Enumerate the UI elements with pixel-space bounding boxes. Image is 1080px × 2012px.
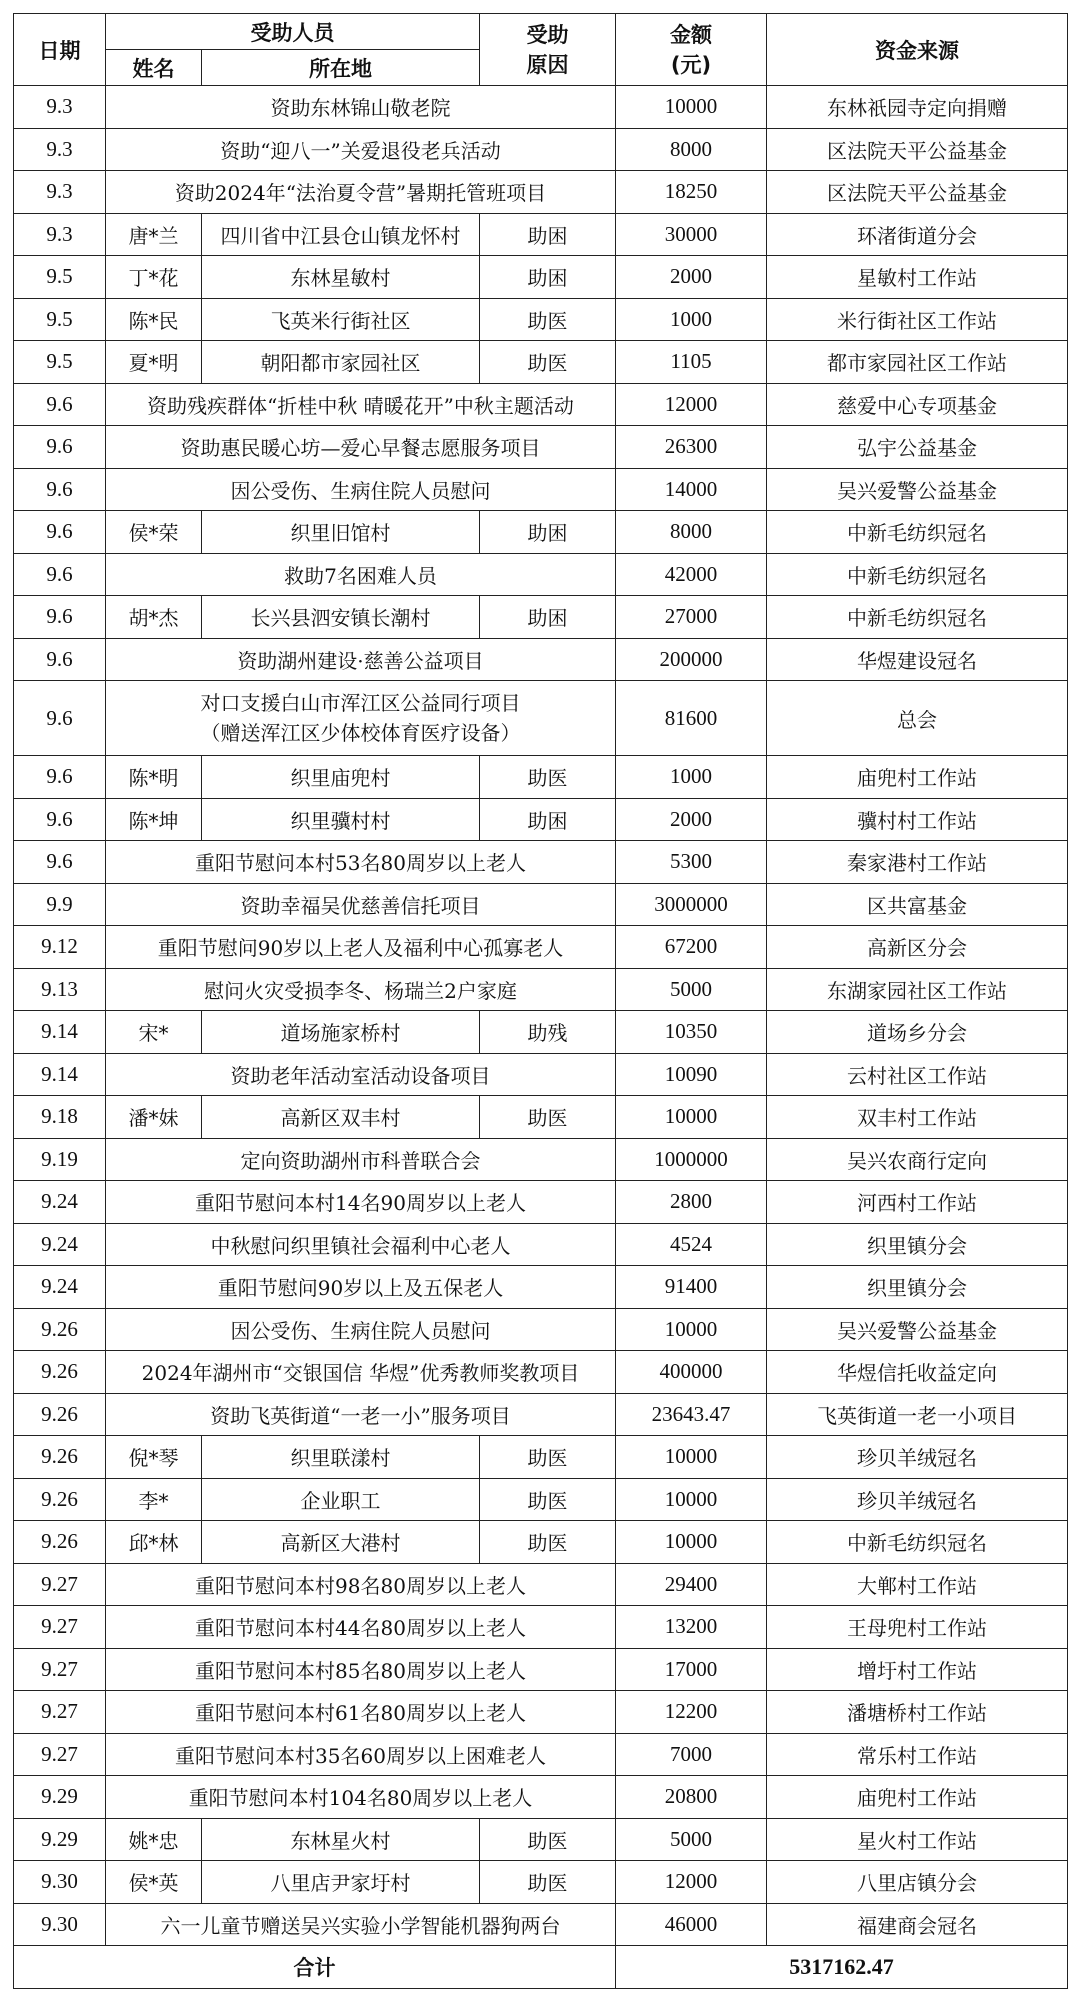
row-source: 吴兴爱警公益基金	[767, 1308, 1068, 1351]
row-amount: 10000	[616, 1521, 767, 1564]
row-description: 重阳节慰问本村98名80周岁以上老人	[106, 1563, 616, 1606]
row-date: 9.26	[14, 1351, 106, 1394]
row-description: 因公受伤、生病住院人员慰问	[106, 1308, 616, 1351]
row-source: 星火村工作站	[767, 1818, 1068, 1861]
row-name: 潘*妹	[106, 1096, 202, 1139]
row-name: 陈*坤	[106, 798, 202, 841]
row-date: 9.24	[14, 1223, 106, 1266]
row-date: 9.5	[14, 341, 106, 384]
row-source: 总会	[767, 681, 1068, 756]
row-description: 资助惠民暖心坊—爱心早餐志愿服务项目	[106, 426, 616, 469]
row-amount: 23643.47	[616, 1393, 767, 1436]
row-description: 资助“迎八一”关爱退役老兵活动	[106, 128, 616, 171]
row-amount: 81600	[616, 681, 767, 756]
row-amount: 10090	[616, 1053, 767, 1096]
row-reason: 助医	[480, 756, 616, 799]
table-row	[14, 1691, 1068, 1734]
row-location: 织里骥村村	[202, 798, 480, 841]
row-description: 定向资助湖州市科普联合会	[106, 1138, 616, 1181]
row-amount: 2000	[616, 256, 767, 299]
row-date: 9.14	[14, 1011, 106, 1054]
row-date: 9.19	[14, 1138, 106, 1181]
row-source: 增圩村工作站	[767, 1648, 1068, 1691]
row-name: 陈*民	[106, 298, 202, 341]
table-row	[14, 638, 1068, 681]
row-amount: 30000	[616, 213, 767, 256]
row-amount: 91400	[616, 1266, 767, 1309]
row-name: 陈*明	[106, 756, 202, 799]
header-reason-line1: 受助	[526, 22, 569, 47]
row-location: 八里店尹家圩村	[202, 1861, 480, 1904]
row-description: 重阳节慰问本村44名80周岁以上老人	[106, 1606, 616, 1649]
row-source: 秦家港村工作站	[767, 841, 1068, 884]
row-amount: 7000	[616, 1733, 767, 1776]
row-source: 环渚街道分会	[767, 213, 1068, 256]
table-row	[14, 128, 1068, 171]
row-amount: 1105	[616, 341, 767, 384]
row-source: 珍贝羊绒冠名	[767, 1478, 1068, 1521]
row-name: 倪*琴	[106, 1436, 202, 1479]
table-row	[14, 1181, 1068, 1224]
row-date: 9.30	[14, 1903, 106, 1946]
row-source: 潘塘桥村工作站	[767, 1691, 1068, 1734]
row-date: 9.27	[14, 1606, 106, 1649]
table-row	[14, 86, 1068, 129]
row-amount: 20800	[616, 1776, 767, 1819]
row-description: 六一儿童节赠送吴兴实验小学智能机器狗两台	[106, 1903, 616, 1946]
row-source: 福建商会冠名	[767, 1903, 1068, 1946]
row-source: 东湖家园社区工作站	[767, 968, 1068, 1011]
row-date: 9.26	[14, 1478, 106, 1521]
row-amount: 4524	[616, 1223, 767, 1266]
row-amount: 10000	[616, 1308, 767, 1351]
table-row	[14, 1733, 1068, 1776]
row-source: 都市家园社区工作站	[767, 341, 1068, 384]
table-row	[14, 968, 1068, 1011]
table-row	[14, 511, 1068, 554]
row-reason: 助困	[480, 511, 616, 554]
header-name: 姓名	[106, 50, 202, 86]
row-source: 区法院天平公益基金	[767, 171, 1068, 214]
row-date: 9.3	[14, 86, 106, 129]
table-row	[14, 1521, 1068, 1564]
row-date: 9.6	[14, 596, 106, 639]
table-row	[14, 1903, 1068, 1946]
row-reason: 助医	[480, 1478, 616, 1521]
row-source: 庙兜村工作站	[767, 1776, 1068, 1819]
row-amount: 10000	[616, 1478, 767, 1521]
table-row	[14, 1478, 1068, 1521]
row-location: 飞英米行街社区	[202, 298, 480, 341]
row-description: 重阳节慰问本村104名80周岁以上老人	[106, 1776, 616, 1819]
row-reason: 助医	[480, 1861, 616, 1904]
row-description-line1: 对口支援白山市浑江区公益同行项目	[200, 691, 521, 715]
table-row	[14, 1351, 1068, 1394]
row-source: 慈爱中心专项基金	[767, 383, 1068, 426]
row-name: 姚*忠	[106, 1818, 202, 1861]
row-date: 9.6	[14, 468, 106, 511]
table-row	[14, 1266, 1068, 1309]
row-source: 华煜建设冠名	[767, 638, 1068, 681]
row-amount: 46000	[616, 1903, 767, 1946]
row-name: 李*	[106, 1478, 202, 1521]
table-row	[14, 1861, 1068, 1904]
row-source: 庙兜村工作站	[767, 756, 1068, 799]
table-row	[14, 596, 1068, 639]
total-label: 合计	[14, 1946, 616, 1989]
row-amount: 1000	[616, 756, 767, 799]
row-description-line2: （赠送浑江区少体校体育医疗设备）	[200, 721, 521, 745]
row-date: 9.6	[14, 756, 106, 799]
row-date: 9.14	[14, 1053, 106, 1096]
header-amount	[616, 14, 767, 86]
row-description	[106, 681, 616, 756]
row-description: 中秋慰问织里镇社会福利中心老人	[106, 1223, 616, 1266]
row-description: 因公受伤、生病住院人员慰问	[106, 468, 616, 511]
row-reason: 助医	[480, 298, 616, 341]
row-description: 资助湖州建设·慈善公益项目	[106, 638, 616, 681]
row-date: 9.26	[14, 1393, 106, 1436]
row-description: 重阳节慰问本村35名60周岁以上困难老人	[106, 1733, 616, 1776]
table-row	[14, 468, 1068, 511]
row-location: 长兴县泗安镇长潮村	[202, 596, 480, 639]
row-amount: 17000	[616, 1648, 767, 1691]
row-location: 东林星火村	[202, 1818, 480, 1861]
table-row	[14, 1648, 1068, 1691]
table-row	[14, 1308, 1068, 1351]
row-date: 9.6	[14, 511, 106, 554]
row-source: 华煜信托收益定向	[767, 1351, 1068, 1394]
row-date: 9.27	[14, 1691, 106, 1734]
row-date: 9.5	[14, 298, 106, 341]
row-description: 救助7名困难人员	[106, 553, 616, 596]
row-date: 9.6	[14, 638, 106, 681]
table-row	[14, 1011, 1068, 1054]
row-source: 王母兜村工作站	[767, 1606, 1068, 1649]
row-name: 唐*兰	[106, 213, 202, 256]
row-name: 邱*林	[106, 1521, 202, 1564]
row-description: 慰问火灾受损李冬、杨瑞兰2户家庭	[106, 968, 616, 1011]
row-reason: 助困	[480, 798, 616, 841]
table-header	[14, 14, 1068, 86]
row-name: 宋*	[106, 1011, 202, 1054]
table-row	[14, 171, 1068, 214]
row-location: 织里联漾村	[202, 1436, 480, 1479]
row-source: 道场乡分会	[767, 1011, 1068, 1054]
row-amount: 67200	[616, 926, 767, 969]
table-row	[14, 341, 1068, 384]
row-description: 2024年湖州市“交银国信 华煜”优秀教师奖教项目	[106, 1351, 616, 1394]
row-date: 9.24	[14, 1266, 106, 1309]
table-row	[14, 1436, 1068, 1479]
header-reason-line2: 原因	[526, 52, 569, 77]
row-source: 飞英街道一老一小项目	[767, 1393, 1068, 1436]
row-name: 胡*杰	[106, 596, 202, 639]
row-date: 9.6	[14, 383, 106, 426]
table-footer	[14, 1946, 1068, 1989]
row-location: 高新区双丰村	[202, 1096, 480, 1139]
row-source: 中新毛纺织冠名	[767, 511, 1068, 554]
row-amount: 12000	[616, 1861, 767, 1904]
table-row	[14, 798, 1068, 841]
donation-table	[13, 13, 1068, 1989]
row-location: 企业职工	[202, 1478, 480, 1521]
row-amount: 27000	[616, 596, 767, 639]
row-source: 吴兴农商行定向	[767, 1138, 1068, 1181]
table-row	[14, 1223, 1068, 1266]
row-description: 重阳节慰问90岁以上老人及福利中心孤寡老人	[106, 926, 616, 969]
row-source: 大郸村工作站	[767, 1563, 1068, 1606]
row-amount: 1000	[616, 298, 767, 341]
row-date: 9.27	[14, 1563, 106, 1606]
row-location: 道场施家桥村	[202, 1011, 480, 1054]
row-source: 东林祇园寺定向捐赠	[767, 86, 1068, 129]
row-date: 9.6	[14, 681, 106, 756]
row-location: 高新区大港村	[202, 1521, 480, 1564]
table-row	[14, 1053, 1068, 1096]
row-amount: 5000	[616, 968, 767, 1011]
row-description: 重阳节慰问本村14名90周岁以上老人	[106, 1181, 616, 1224]
table-row	[14, 553, 1068, 596]
table-row	[14, 426, 1068, 469]
row-amount: 12200	[616, 1691, 767, 1734]
row-location: 织里庙兜村	[202, 756, 480, 799]
row-source: 弘宇公益基金	[767, 426, 1068, 469]
row-reason: 助困	[480, 256, 616, 299]
row-amount: 13200	[616, 1606, 767, 1649]
row-name: 丁*花	[106, 256, 202, 299]
row-source: 八里店镇分会	[767, 1861, 1068, 1904]
row-description: 资助2024年“法治夏令营”暑期托管班项目	[106, 171, 616, 214]
row-date: 9.27	[14, 1733, 106, 1776]
row-date: 9.5	[14, 256, 106, 299]
row-amount: 10000	[616, 1096, 767, 1139]
row-date: 9.6	[14, 798, 106, 841]
row-location: 织里旧馆村	[202, 511, 480, 554]
row-description: 重阳节慰问本村85名80周岁以上老人	[106, 1648, 616, 1691]
table-row	[14, 756, 1068, 799]
row-date: 9.13	[14, 968, 106, 1011]
header-amount-line2: (元)	[670, 52, 712, 77]
row-amount: 18250	[616, 171, 767, 214]
row-description: 重阳节慰问本村53名80周岁以上老人	[106, 841, 616, 884]
row-reason: 助医	[480, 1436, 616, 1479]
row-amount: 5000	[616, 1818, 767, 1861]
row-reason: 助困	[480, 213, 616, 256]
row-source: 织里镇分会	[767, 1266, 1068, 1309]
row-source: 双丰村工作站	[767, 1096, 1068, 1139]
row-reason: 助残	[480, 1011, 616, 1054]
row-source: 河西村工作站	[767, 1181, 1068, 1224]
row-amount: 12000	[616, 383, 767, 426]
row-amount: 29400	[616, 1563, 767, 1606]
table-row	[14, 1776, 1068, 1819]
row-name: 夏*明	[106, 341, 202, 384]
row-amount: 1000000	[616, 1138, 767, 1181]
row-date: 9.3	[14, 171, 106, 214]
row-source: 中新毛纺织冠名	[767, 553, 1068, 596]
row-location: 朝阳都市家园社区	[202, 341, 480, 384]
row-date: 9.6	[14, 553, 106, 596]
header-location: 所在地	[202, 50, 480, 86]
row-date: 9.3	[14, 128, 106, 171]
row-date: 9.29	[14, 1776, 106, 1819]
row-source: 珍贝羊绒冠名	[767, 1436, 1068, 1479]
row-date: 9.6	[14, 426, 106, 469]
row-date: 9.24	[14, 1181, 106, 1224]
row-amount: 2000	[616, 798, 767, 841]
table-row	[14, 1138, 1068, 1181]
header-reason	[480, 14, 616, 86]
row-date: 9.9	[14, 883, 106, 926]
row-source: 高新区分会	[767, 926, 1068, 969]
row-date: 9.26	[14, 1436, 106, 1479]
table-row	[14, 926, 1068, 969]
row-location: 东林星敏村	[202, 256, 480, 299]
row-amount: 400000	[616, 1351, 767, 1394]
row-source: 中新毛纺织冠名	[767, 596, 1068, 639]
row-source: 常乐村工作站	[767, 1733, 1068, 1776]
row-reason: 助医	[480, 1818, 616, 1861]
row-date: 9.30	[14, 1861, 106, 1904]
row-date: 9.12	[14, 926, 106, 969]
row-description: 资助东林锦山敬老院	[106, 86, 616, 129]
row-amount: 10000	[616, 86, 767, 129]
row-amount: 3000000	[616, 883, 767, 926]
row-description: 重阳节慰问本村61名80周岁以上老人	[106, 1691, 616, 1734]
row-source: 区法院天平公益基金	[767, 128, 1068, 171]
row-amount: 14000	[616, 468, 767, 511]
row-source: 云村社区工作站	[767, 1053, 1068, 1096]
row-date: 9.27	[14, 1648, 106, 1691]
row-description: 资助残疾群体“折桂中秋 晴暖花开”中秋主题活动	[106, 383, 616, 426]
row-amount: 10000	[616, 1436, 767, 1479]
table-row	[14, 256, 1068, 299]
row-amount: 2800	[616, 1181, 767, 1224]
row-reason: 助医	[480, 1096, 616, 1139]
table-row	[14, 1393, 1068, 1436]
table-row	[14, 883, 1068, 926]
row-source: 星敏村工作站	[767, 256, 1068, 299]
table-row	[14, 1606, 1068, 1649]
header-recipient: 受助人员	[106, 14, 480, 50]
row-date: 9.6	[14, 841, 106, 884]
header-date: 日期	[14, 14, 106, 86]
table-row	[14, 298, 1068, 341]
row-date: 9.26	[14, 1308, 106, 1351]
table-row	[14, 1563, 1068, 1606]
row-amount: 5300	[616, 841, 767, 884]
table-row	[14, 383, 1068, 426]
header-amount-line1: 金额	[670, 22, 712, 47]
row-reason: 助医	[480, 341, 616, 384]
row-source: 织里镇分会	[767, 1223, 1068, 1266]
row-source: 吴兴爱警公益基金	[767, 468, 1068, 511]
row-source: 中新毛纺织冠名	[767, 1521, 1068, 1564]
row-amount: 42000	[616, 553, 767, 596]
row-amount: 200000	[616, 638, 767, 681]
table-row	[14, 841, 1068, 884]
row-source: 骥村村工作站	[767, 798, 1068, 841]
table-body	[14, 86, 1068, 1946]
header-source: 资金来源	[767, 14, 1068, 86]
row-date: 9.29	[14, 1818, 106, 1861]
row-amount: 10350	[616, 1011, 767, 1054]
total-value: 5317162.47	[616, 1946, 1068, 1989]
table-row	[14, 213, 1068, 256]
row-name: 侯*荣	[106, 511, 202, 554]
table-row	[14, 681, 1068, 756]
table-row	[14, 1818, 1068, 1861]
row-reason: 助困	[480, 596, 616, 639]
row-source: 米行街社区工作站	[767, 298, 1068, 341]
row-source: 区共富基金	[767, 883, 1068, 926]
donation-table-sheet	[13, 13, 1067, 1989]
row-date: 9.26	[14, 1521, 106, 1564]
row-amount: 8000	[616, 511, 767, 554]
row-reason: 助医	[480, 1521, 616, 1564]
row-name: 侯*英	[106, 1861, 202, 1904]
row-location: 四川省中江县仓山镇龙怀村	[202, 213, 480, 256]
row-date: 9.18	[14, 1096, 106, 1139]
row-amount: 26300	[616, 426, 767, 469]
table-row	[14, 1096, 1068, 1139]
row-description: 资助老年活动室活动设备项目	[106, 1053, 616, 1096]
row-description: 资助飞英街道“一老一小”服务项目	[106, 1393, 616, 1436]
row-description: 资助幸福吴优慈善信托项目	[106, 883, 616, 926]
row-amount: 8000	[616, 128, 767, 171]
row-date: 9.3	[14, 213, 106, 256]
row-description: 重阳节慰问90岁以上及五保老人	[106, 1266, 616, 1309]
